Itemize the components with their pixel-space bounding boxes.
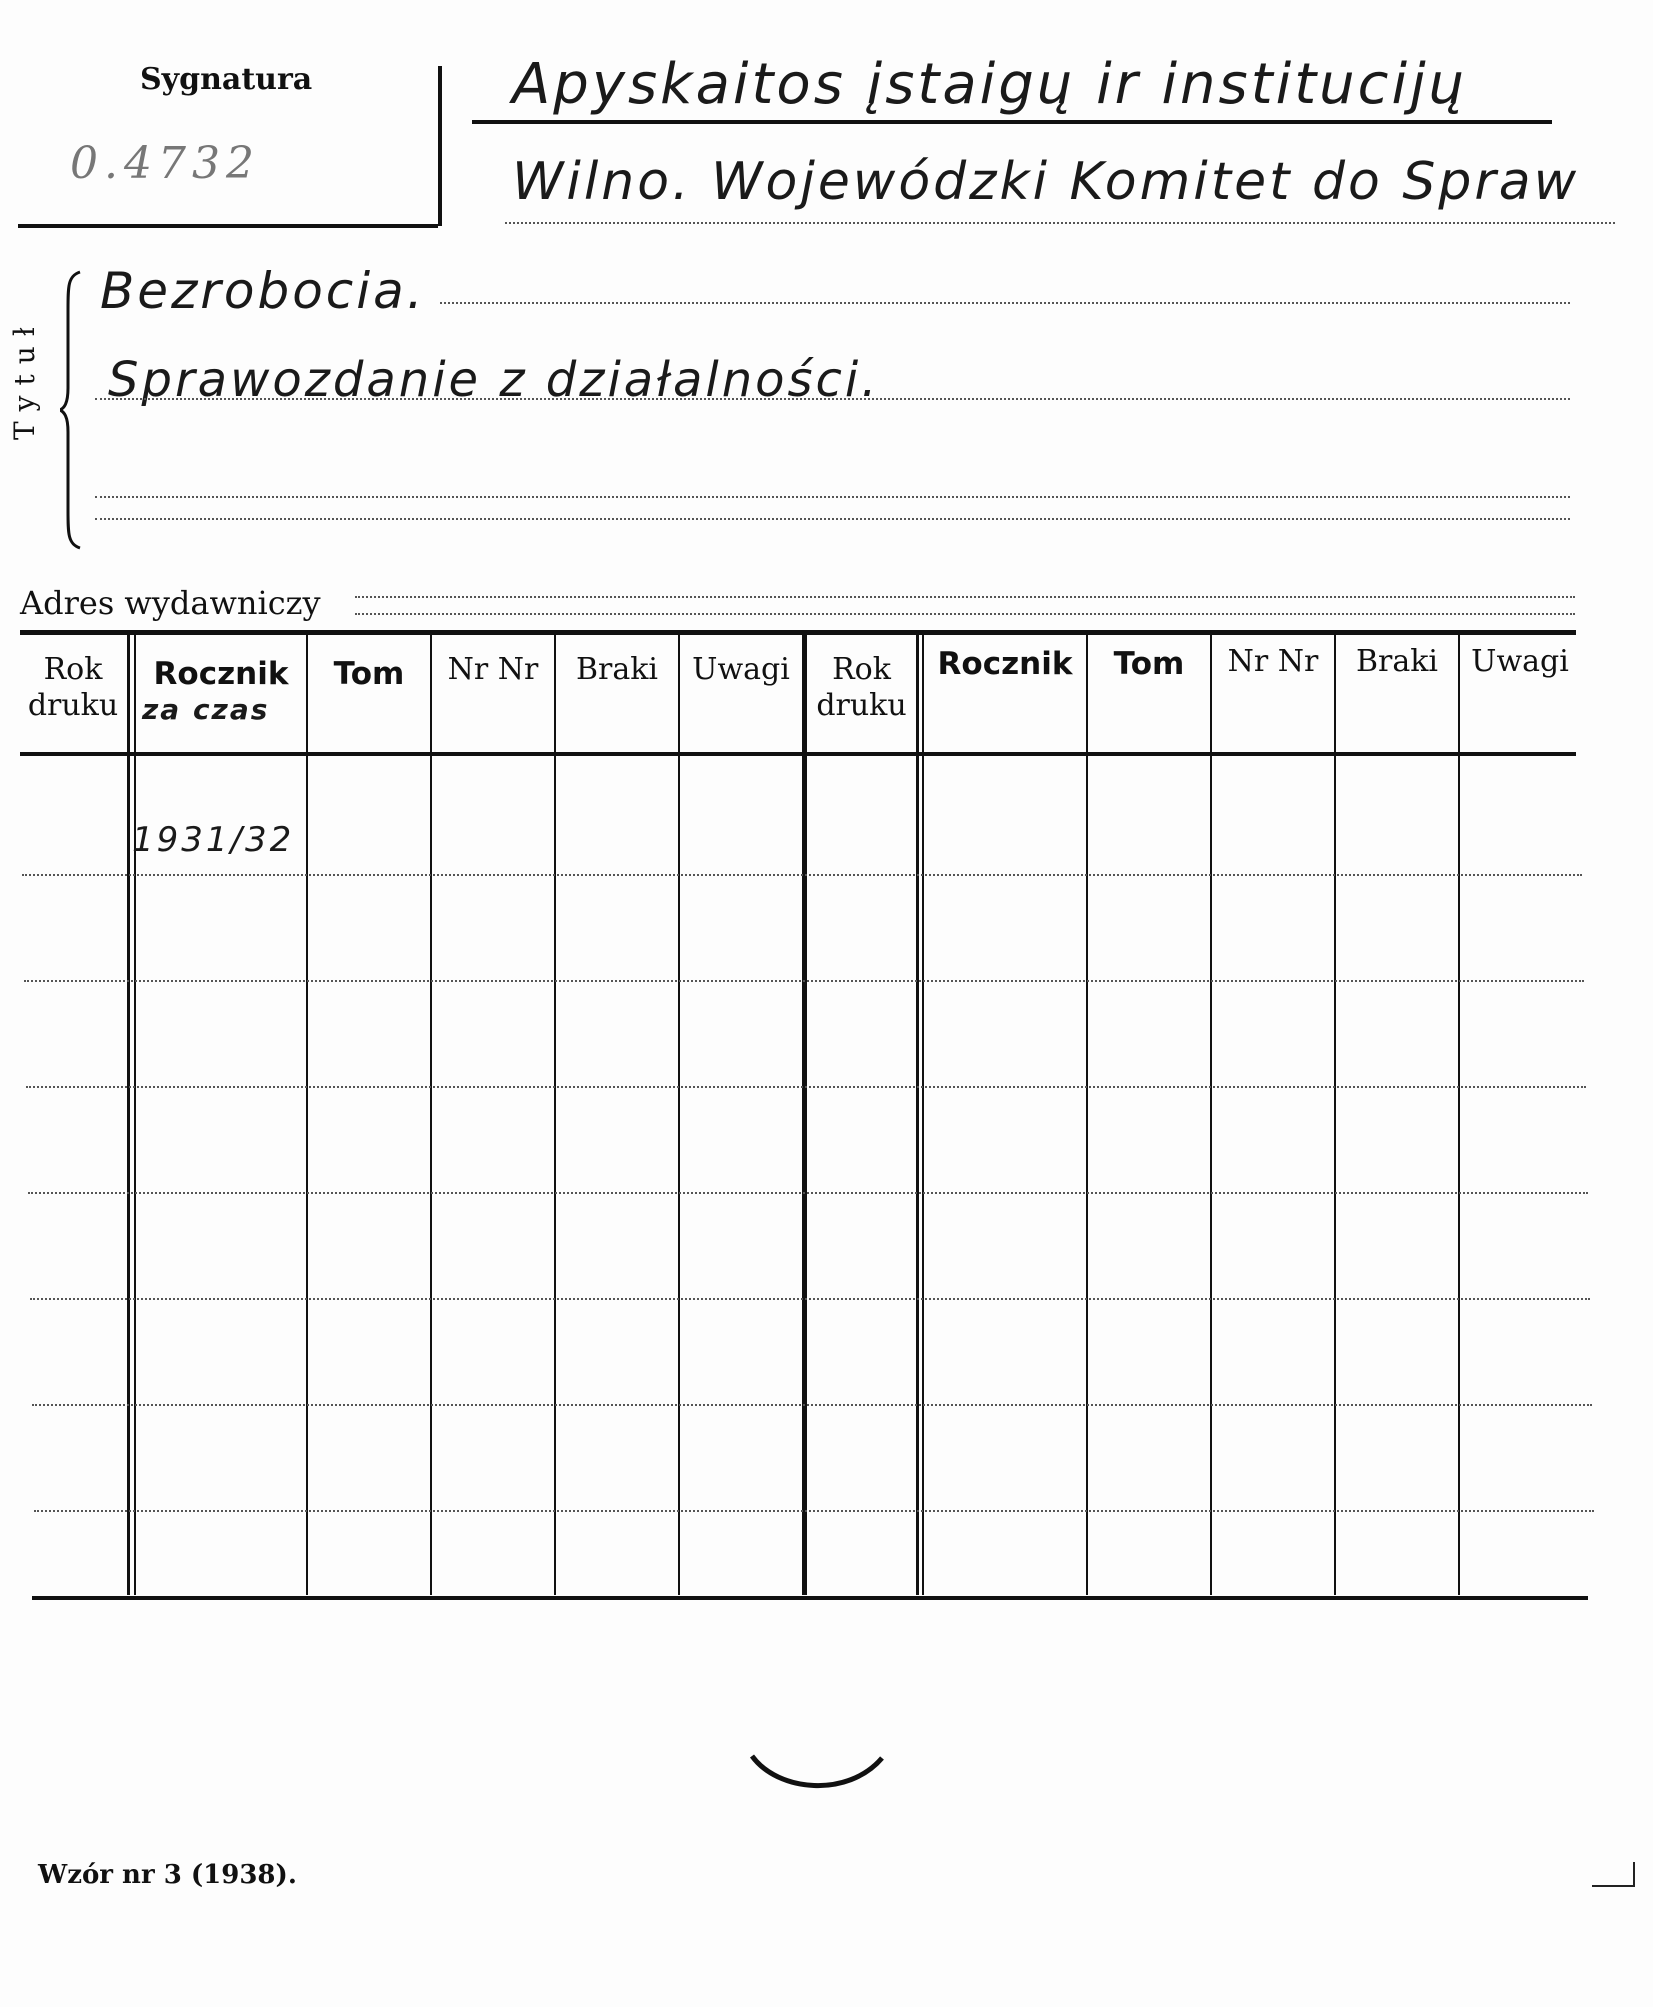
- header-uwagi-2: [1460, 644, 1580, 680]
- table-top-rule: [20, 630, 1576, 635]
- header-line: Uwagi: [1471, 644, 1569, 679]
- title-line-1: Bezrobocia.: [100, 262, 426, 320]
- col-line: [127, 635, 130, 1595]
- col-line: [1210, 635, 1212, 1595]
- header-line: Tom: [1113, 646, 1185, 682]
- tytul-brace: [60, 270, 84, 550]
- title-dotted-line-1: [440, 302, 1570, 304]
- adres-dotted-line: [355, 613, 1575, 615]
- institution-line-2: Wilno. Wojewódzki Komitet do Spraw: [512, 152, 1580, 212]
- header-tom: [308, 656, 430, 693]
- header-uwagi: [680, 652, 802, 688]
- header-line: Braki: [1355, 644, 1439, 679]
- header-line: druku: [27, 688, 119, 723]
- header-dotted-line: [505, 222, 1615, 224]
- header-line: Rok: [43, 652, 103, 687]
- col-line: [916, 635, 919, 1595]
- header-line: Uwagi: [692, 652, 790, 687]
- institution-line-1: Apyskaitos įstaigų ir institucijų: [512, 52, 1468, 117]
- header-tom-2: [1088, 646, 1210, 683]
- row-line: [24, 980, 1584, 982]
- sygnatura-bottom-rule: [18, 224, 438, 228]
- header-line: Rocznik: [937, 646, 1073, 682]
- header-rocznik-2: [924, 646, 1086, 683]
- header-rocznik: [136, 656, 306, 727]
- col-line: [678, 635, 680, 1595]
- header-line: druku: [816, 688, 907, 723]
- scan-mark-curve: [748, 1748, 888, 1804]
- header-line-handwritten: za czas: [142, 693, 270, 727]
- header-line: Nr Nr: [1227, 644, 1319, 679]
- row-line: [34, 1510, 1594, 1512]
- corner-mark: [1590, 1860, 1640, 1890]
- row-line: [22, 874, 1582, 876]
- header-nrnr: [432, 652, 554, 688]
- row-line: [28, 1192, 1588, 1194]
- header-braki-2: [1336, 644, 1458, 680]
- header-braki: [556, 652, 678, 688]
- sygnatura-value: 0.4732: [70, 138, 260, 189]
- col-line: [430, 635, 432, 1595]
- form-number-label: Wzór nr 3 (1938).: [38, 1860, 297, 1890]
- adres-dotted-line-upper: [355, 596, 1575, 598]
- row-line: [26, 1086, 1586, 1088]
- col-line: [922, 635, 924, 1595]
- header-underline: [472, 120, 1552, 124]
- col-line: [1458, 635, 1460, 1595]
- row-line: [32, 1404, 1592, 1406]
- header-line: Tom: [333, 656, 405, 692]
- sygnatura-right-rule: [438, 66, 442, 226]
- row-line: [30, 1298, 1590, 1300]
- title-line-2: Sprawozdanie z działalności.: [108, 352, 880, 408]
- col-line: [554, 635, 556, 1595]
- header-nrnr-2: [1212, 644, 1334, 680]
- header-line: Rocznik: [153, 656, 289, 692]
- header-line: Nr Nr: [447, 652, 539, 687]
- header-rok-druku: [20, 652, 126, 724]
- col-line: [134, 635, 136, 1595]
- adres-label: Adres wydawniczy: [20, 584, 321, 622]
- entry-rocznik: 1931/32: [132, 820, 295, 860]
- title-dotted-line-3: [95, 496, 1570, 498]
- col-line: [306, 635, 308, 1595]
- col-line-center: [802, 635, 807, 1595]
- header-bottom-rule: [20, 752, 1576, 756]
- title-dotted-line-2: [95, 398, 1570, 400]
- header-line: Rok: [832, 652, 891, 687]
- table-bottom-rule: [32, 1596, 1588, 1600]
- col-line: [1086, 635, 1088, 1595]
- title-dotted-line-4: [95, 518, 1570, 520]
- col-line: [1334, 635, 1336, 1595]
- sygnatura-label: Sygnatura: [140, 62, 313, 97]
- tytul-label: Tytuł: [8, 317, 41, 440]
- header-rok-druku-2: [807, 652, 916, 724]
- header-line: Braki: [575, 652, 659, 687]
